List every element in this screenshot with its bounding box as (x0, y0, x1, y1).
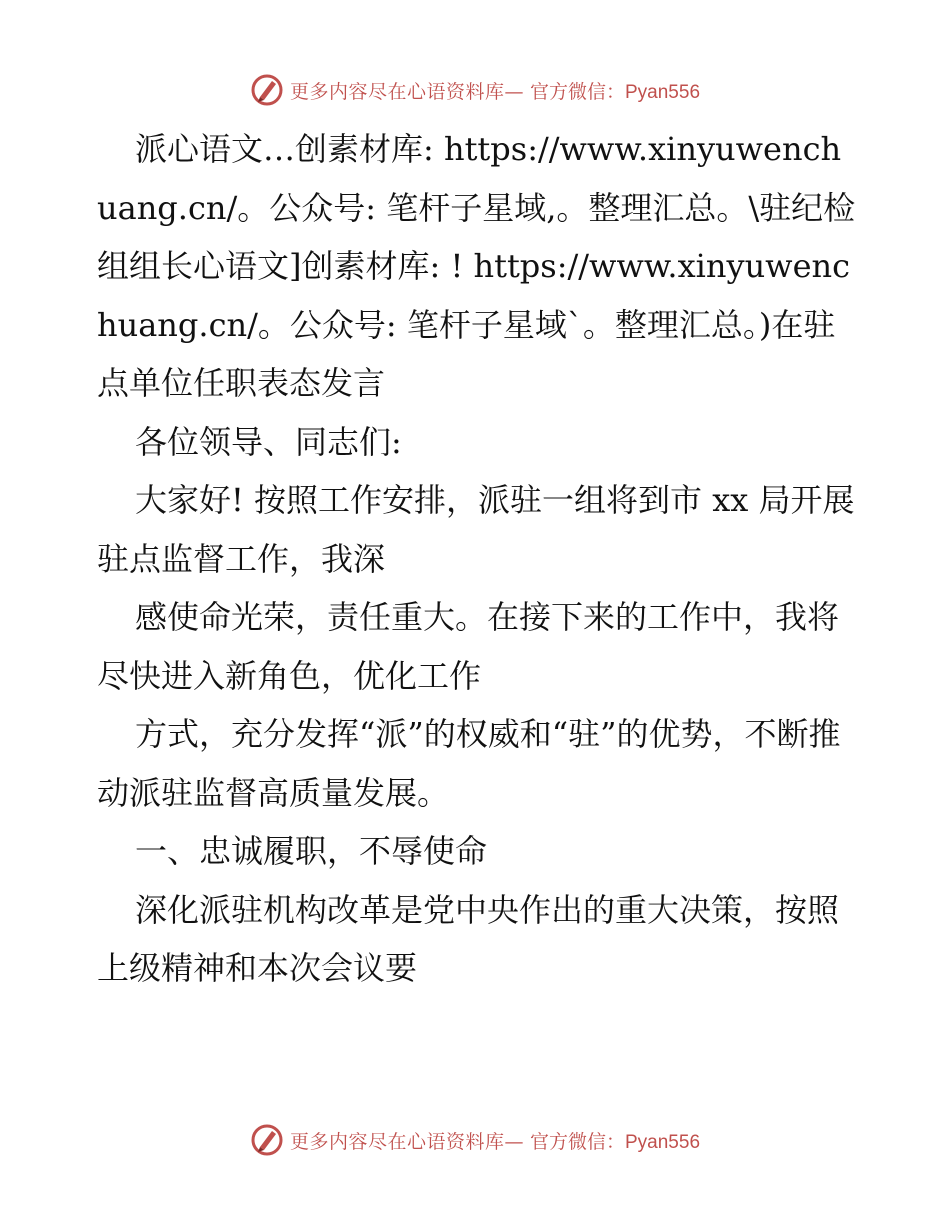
pen-logo-icon (250, 1123, 284, 1157)
footer-banner (0, 1120, 950, 1160)
body-paragraph: 大家好! 按照工作安排，派驻一组将到市 xx 局开展驻点监督工作，我深 (97, 481, 855, 578)
body-paragraph: 深化派驻机构改革是党中央作出的重大决策，按照上级精神和本次会议要 (97, 890, 840, 987)
header-banner (0, 70, 950, 110)
banner-wechat: 官方微信：Pyan556 (530, 1131, 701, 1153)
section-heading: 一、忠诚履职，不辱使命 (135, 832, 488, 870)
body-paragraph: 感使命光荣，责任重大。在接下来的工作中，我将尽快进入新角色，优化工作 (97, 598, 840, 695)
document-body (97, 120, 857, 998)
banner-text: 更多内容尽在心语资料库— (289, 1130, 524, 1153)
banner-text: 更多内容尽在心语资料库— (289, 80, 524, 103)
intro-paragraph: 派心语文…创素材库: https://www.xinyuwenchuang.cn/。公众号: 笔杆子星域,。整理汇总。\驻纪检组组长心语文]创素材库: ! https://www.xinyuwenchuang.cn/。公众号: 笔杆子星域`。整理汇总。)在驻点单位任职表态发言 (97, 130, 856, 402)
body-paragraph: 方式，充分发挥“派”的权威和“驻”的优势，不断推动派驻监督高质量发展。 (97, 715, 841, 812)
pen-logo-icon (250, 73, 284, 107)
salutation: 各位领导、同志们: (135, 422, 402, 461)
banner-wechat: 官方微信：Pyan556 (530, 81, 701, 103)
